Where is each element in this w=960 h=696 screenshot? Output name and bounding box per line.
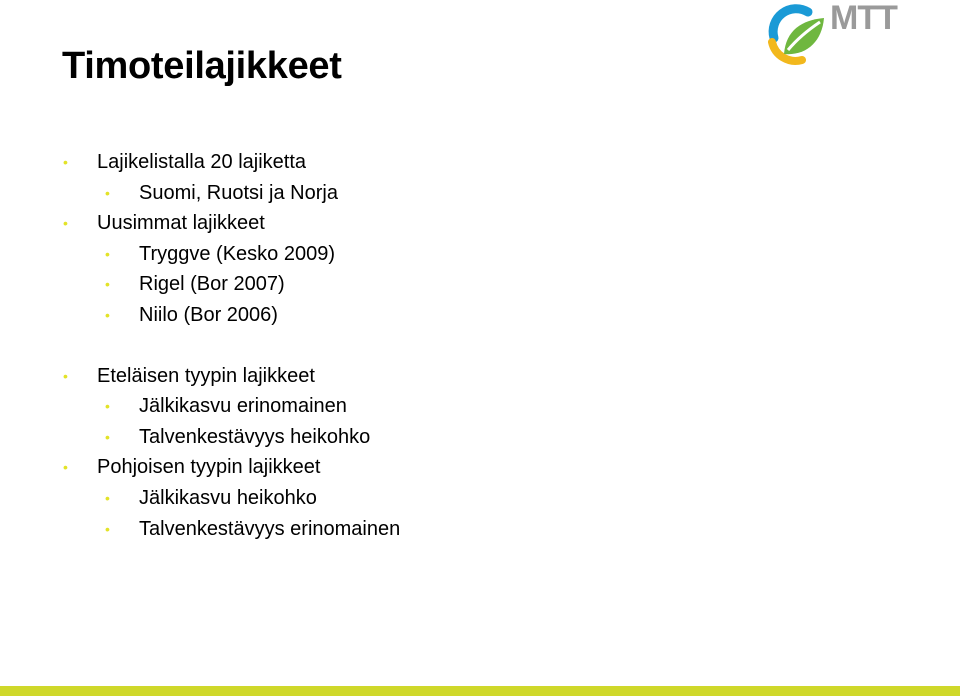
bullet-text: Suomi, Ruotsi ja Norja (139, 181, 338, 204)
bullet-text: Uusimmat lajikkeet (97, 212, 265, 235)
bullet-dot-icon: • (63, 367, 68, 384)
logo-text: MTT (830, 0, 897, 37)
bullet-dot-icon: • (105, 428, 110, 445)
slide-title: Timoteilajikkeet (62, 45, 342, 87)
bullet-item (105, 242, 336, 266)
bullet-dot-icon: • (105, 307, 110, 323)
bullet-dot-icon: • (105, 276, 110, 293)
bullet-item (105, 394, 347, 418)
bullet-item (63, 211, 265, 235)
bullet-item (105, 303, 278, 327)
bullet-text: Tryggve (Kesko 2009) (139, 242, 336, 265)
bullet-item (63, 364, 315, 388)
bullet-text: Lajikelistalla 20 lajiketta (97, 151, 307, 173)
bullet-text: Talvenkestävyys heikohko (139, 425, 371, 448)
bullet-item (63, 455, 321, 479)
bullet-text: Rigel (Bor 2007) (139, 273, 285, 296)
bullet-text: Pohjoisen tyypin lajikkeet (97, 456, 321, 479)
bullet-dot-icon: • (105, 245, 110, 262)
bullet-item (105, 181, 338, 205)
bullet-text: Jälkikasvu heikohko (139, 487, 317, 509)
bullet-dot-icon: • (105, 398, 110, 415)
bullet-dot-icon: • (63, 459, 68, 476)
bullet-item (105, 272, 285, 296)
mtt-logo (762, 0, 922, 66)
bullet-item (63, 150, 307, 174)
bullet-dot-icon: • (63, 215, 68, 232)
mtt-leaf-ring-icon (762, 0, 828, 66)
bullet-text: Jälkikasvu erinomainen (139, 395, 347, 418)
bullet-item (105, 517, 401, 541)
bullet-dot-icon: • (105, 184, 110, 201)
bullet-text: Eteläisen tyypin lajikkeet (97, 364, 315, 387)
footer-band (0, 686, 960, 696)
bullet-text: Niilo (Bor 2006) (139, 304, 278, 326)
bullet-item (105, 486, 317, 510)
bullet-item (105, 425, 371, 449)
bullet-dot-icon: • (105, 490, 110, 506)
bullet-text: Talvenkestävyys erinomainen (139, 517, 401, 540)
bullet-dot-icon: • (105, 520, 110, 537)
bullet-dot-icon: • (63, 154, 68, 170)
